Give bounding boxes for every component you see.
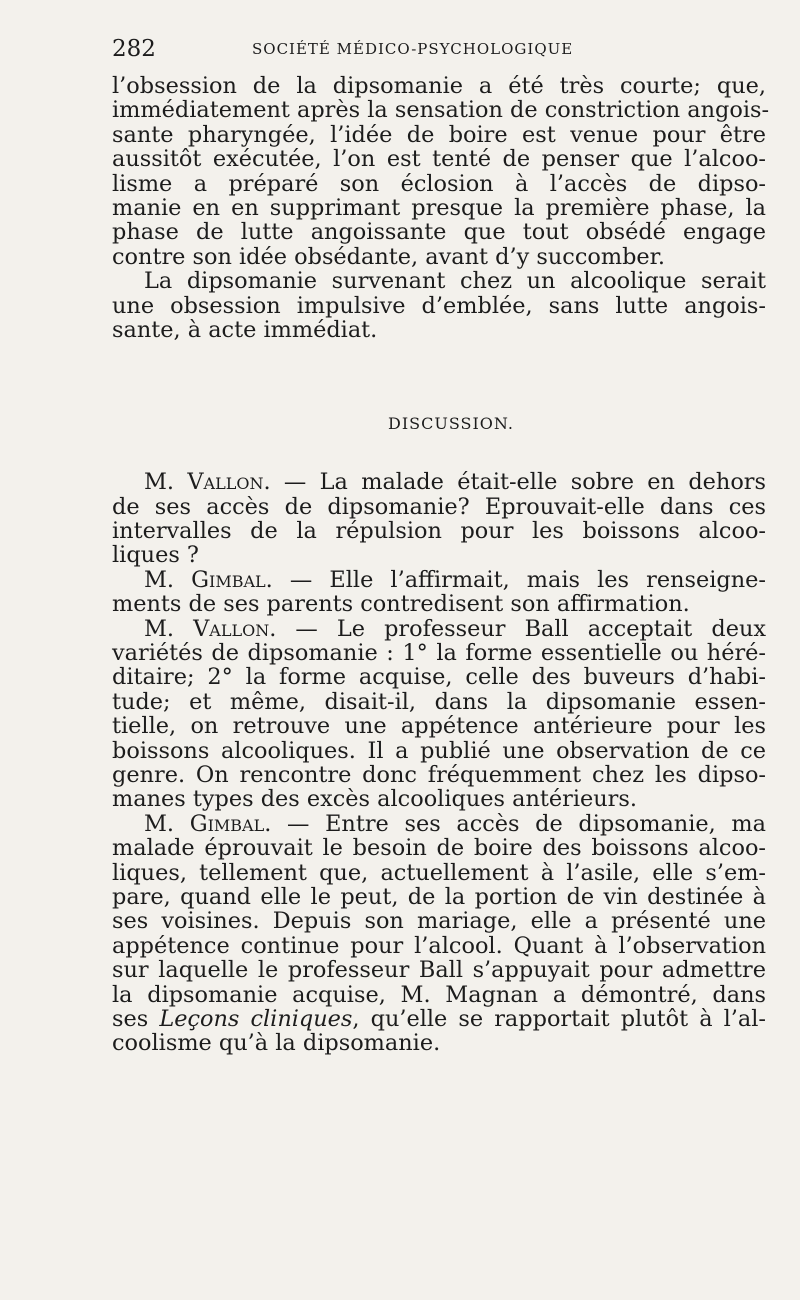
text-line: malade éprouvait le besoin de boire des boissons alcoo-: [112, 835, 766, 862]
text-line: liques, tellement que, actuellement à l’asile, elle s’em-: [112, 859, 766, 886]
speech-text: — Entre ses accès de dipsomanie, ma: [271, 810, 766, 837]
page-header: [112, 34, 762, 64]
text-line: immédiatement après la sensation de constriction angois-: [112, 97, 770, 124]
text-line: genre. On rencontre donc fréquemment chez les dipso-: [112, 761, 766, 788]
text-line: la dipsomanie acquise, M. Magnan a démontré, dans: [112, 981, 766, 1008]
text-line: liques ?: [112, 542, 199, 569]
text-line: intervalles de la répulsion pour les boissons alcoo-: [112, 518, 766, 545]
text-line: de ses accès de dipsomanie? Eprouvait-elle dans ces: [112, 493, 766, 520]
text-line: ses voisines. Depuis son mariage, elle a présenté une: [112, 908, 766, 935]
section-heading: DISCUSSION.: [388, 414, 514, 434]
speech-text: — Elle l’affirmait, mais les renseigne-: [272, 566, 766, 593]
text-line: contre son idée obsédante, avant d’y succomber.: [112, 243, 666, 270]
text-line: sante, à acte immédiat.: [112, 316, 378, 343]
text-line: boissons alcooliques. Il a publié une observation de ce: [112, 737, 766, 764]
text-line: aussitôt exécutée, l’on est tenté de penser que l’alcoo-: [112, 146, 766, 173]
text-line: variétés de dipsomanie : 1° la forme essentielle ou héré-: [112, 640, 766, 667]
speaker-name: M. Vallon.: [144, 469, 271, 496]
running-head: SOCIÉTÉ MÉDICO-PSYCHOLOGIQUE: [252, 40, 574, 58]
text-line: manes types des excès alcooliques antérieurs.: [112, 786, 637, 813]
exchange-gimbal-1: [112, 568, 766, 617]
book-title: Leçons cliniques: [159, 1005, 353, 1032]
text-line: [112, 812, 766, 836]
text-line: [112, 470, 766, 494]
text-line: ditaire; 2° la forme acquise, celle des buveurs d’habi-: [112, 664, 766, 691]
exchange-vallon-2: [112, 617, 766, 812]
text-line: phase de lutte angoissante que tout obsédé engage: [112, 219, 766, 246]
text-line: [112, 617, 766, 641]
text-line: sante pharyngée, l’idée de boire est venue pour être: [112, 121, 766, 148]
speaker-name: M. Vallon.: [144, 615, 277, 642]
speaker-name: M. Gimbal.: [144, 810, 272, 837]
paragraph-obsession: [112, 73, 770, 270]
text-line: coolisme qu’à la dipsomanie.: [112, 1030, 441, 1057]
text-line: lisme a préparé son éclosion à l’accès de dipso-: [112, 170, 766, 197]
text-line: tude; et même, disait-il, dans la dipsomanie essen-: [112, 688, 766, 715]
speech-text: — Le professeur Ball acceptait deux: [276, 615, 767, 642]
text-line: l’obsession de la dipsomanie a été très courte; que,: [112, 73, 766, 99]
page-number: 282: [112, 36, 156, 62]
text-line: [112, 1007, 766, 1031]
speech-text: — La malade était-elle sobre en dehors: [270, 469, 766, 496]
text-line: ments de ses parents contredisent son affirmation.: [112, 591, 690, 618]
text-line: une obsession impulsive d’emblée, sans lutte angois-: [112, 292, 766, 319]
text-line: sur laquelle le professeur Ball s’appuyait pour admettre: [112, 957, 766, 984]
speech-text: , qu’elle se rapportait plutôt à l’al-: [352, 1005, 766, 1032]
body-text: [112, 73, 770, 1057]
text-line: tielle, on retrouve une appétence antérieure pour les: [112, 713, 766, 740]
speaker-name: M. Gimbal.: [144, 566, 273, 593]
text-line: appétence continue pour l’alcool. Quant à l’observation: [112, 932, 766, 959]
speech-text: ses: [112, 1005, 160, 1032]
exchange-gimbal-2: [112, 812, 766, 1056]
paragraph-dipsomanie: [112, 269, 766, 342]
text-line: manie en en supprimant presque la première phase, la: [112, 194, 766, 221]
exchange-vallon-1: [112, 470, 766, 568]
text-line: La dipsomanie survenant chez un alcoolique serait: [144, 268, 766, 295]
text-line: pare, quand elle le peut, de la portion de vin destinée à: [112, 883, 766, 910]
text-line: [112, 568, 766, 592]
